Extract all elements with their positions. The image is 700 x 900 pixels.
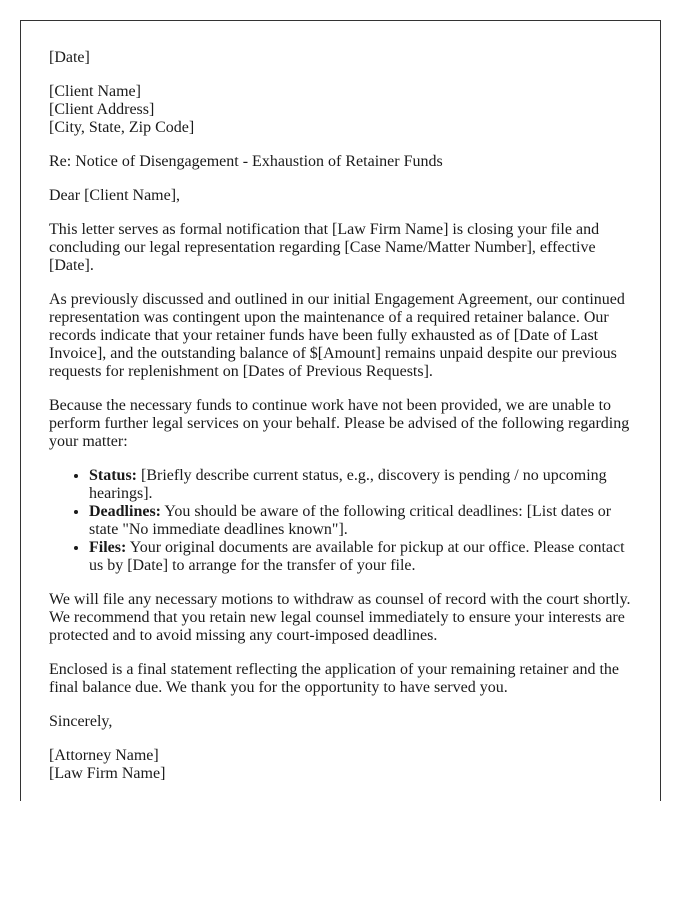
list-item-label: Status: — [89, 467, 138, 484]
paragraph-final-statement: Enclosed is a final statement reflecting the application of your remaining retainer and the final balance due. We thank you for the opportunity to have served you. — [49, 661, 620, 696]
list-item-label: Deadlines: — [89, 503, 161, 520]
paragraph-retainer-exhausted: As previously discussed and outlined in our initial Engagement Agreement, our continued representation was contingent upon the maintenance of a required retainer balance. Our records indicate that your retainer funds have been fully exhausted as of [Date of Last Invoice], and the outstanding balance of $[Amount] remains unpaid despite our previous requests for replenishment on [Dates of Previous Requests]. — [49, 291, 625, 380]
sign-off: Sincerely, — [49, 713, 113, 730]
paragraph-withdrawal: We will file any necessary motions to withdraw as counsel of record with the court shortly. We recommend that you retain new legal counsel immediately to ensure your interests are protected and to avoid missing any court-imposed deadlines. — [49, 591, 631, 644]
list-item-text: [Briefly describe current status, e.g., discovery is pending / no upcoming hearings]. — [89, 467, 607, 502]
attorney-name: [Attorney Name] — [49, 747, 159, 764]
firm-name: [Law Firm Name] — [49, 765, 166, 782]
paragraph-advisory: Because the necessary funds to continue work have not been provided, we are unable to perform further legal services on your behalf. Please be advised of the following regarding your matter: — [49, 397, 630, 450]
recipient-address-block — [49, 83, 632, 137]
matter-details-list — [49, 467, 632, 575]
letter-date: [Date] — [49, 49, 90, 66]
signature-block — [49, 747, 632, 783]
list-item-files — [89, 539, 632, 575]
paragraph-notification: This letter serves as formal notification that [Law Firm Name] is closing your file and concluding our legal representation regarding [Case Name/Matter Number], effective [Date]. — [49, 221, 600, 274]
list-item-text: Your original documents are available for pickup at our office. Please contact us by [Date] to arrange for the transfer of your file. — [89, 539, 625, 574]
list-item-text: You should be aware of the following critical deadlines: [List dates or state "No immediate deadlines known"]. — [89, 503, 612, 538]
recipient-name: [Client Name] — [49, 83, 141, 100]
salutation: Dear [Client Name], — [49, 187, 181, 204]
list-item-label: Files: — [89, 539, 127, 556]
recipient-address: [Client Address] — [49, 101, 155, 118]
letter-document — [20, 20, 661, 801]
list-item-deadlines — [89, 503, 632, 539]
list-item-status — [89, 467, 632, 503]
recipient-city-state-zip: [City, State, Zip Code] — [49, 119, 195, 136]
subject-line: Re: Notice of Disengagement - Exhaustion of Retainer Funds — [49, 153, 443, 170]
